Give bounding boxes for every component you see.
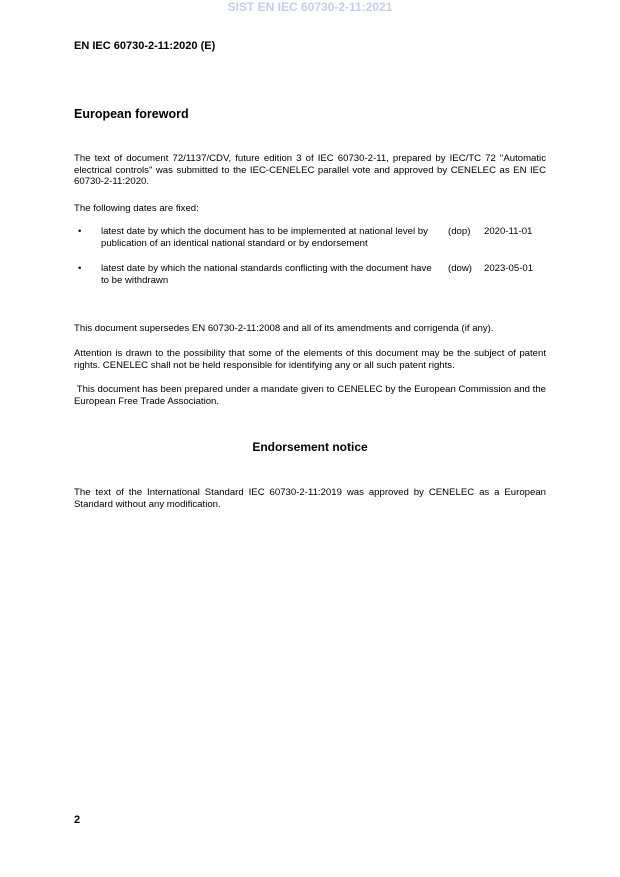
date-item-text: latest date by which the national standards conflicting with the document have to be withdrawn <box>101 263 432 286</box>
date-item-date: 2023-05-01 <box>484 263 534 274</box>
date-item-text: latest date by which the document has to be implemented at national level by publication of an identical national standard or by endorsement <box>101 226 428 249</box>
page-number: 2 <box>74 814 81 826</box>
bullet-icon: • <box>78 226 82 237</box>
patent-paragraph: Attention is drawn to the possibility that some of the elements of this document may be the subject of patent rights. CENELEC shall not be held responsible for identifying any or all such patent rights. <box>74 348 546 371</box>
dates-intro: The following dates are fixed: <box>74 203 199 214</box>
watermark: SIST EN IEC 60730-2-11:2021 <box>227 0 393 14</box>
foreword-intro: The text of document 72/1137/CDV, future edition 3 of IEC 60730-2-11, prepared by IEC/TC 72 "Automatic electrical controls" was submitted to the IEC-CENELEC parallel vote and approved by CENELEC as EN IEC 60730-2-11:2020. <box>74 153 546 188</box>
date-item-code: (dop) <box>448 226 471 237</box>
document-id: EN IEC 60730-2-11:2020 (E) <box>74 40 216 52</box>
mandate-paragraph: This document has been prepared under a mandate given to CENELEC by the European Commission and the European Free Trade Association. <box>74 384 549 407</box>
date-item-date: 2020-11-01 <box>484 226 533 237</box>
endorsement-text: The text of the International Standard IEC 60730-2-11:2019 was approved by CENELEC as a European Standard without any modification. <box>74 487 546 510</box>
date-item-code: (dow) <box>448 263 472 274</box>
supersedes-paragraph: This document supersedes EN 60730-2-11:2008 and all of its amendments and corrigenda (if any). <box>74 323 494 334</box>
foreword-title: European foreword <box>74 107 189 121</box>
endorsement-title: Endorsement notice <box>252 440 368 454</box>
bullet-icon: • <box>78 263 82 274</box>
